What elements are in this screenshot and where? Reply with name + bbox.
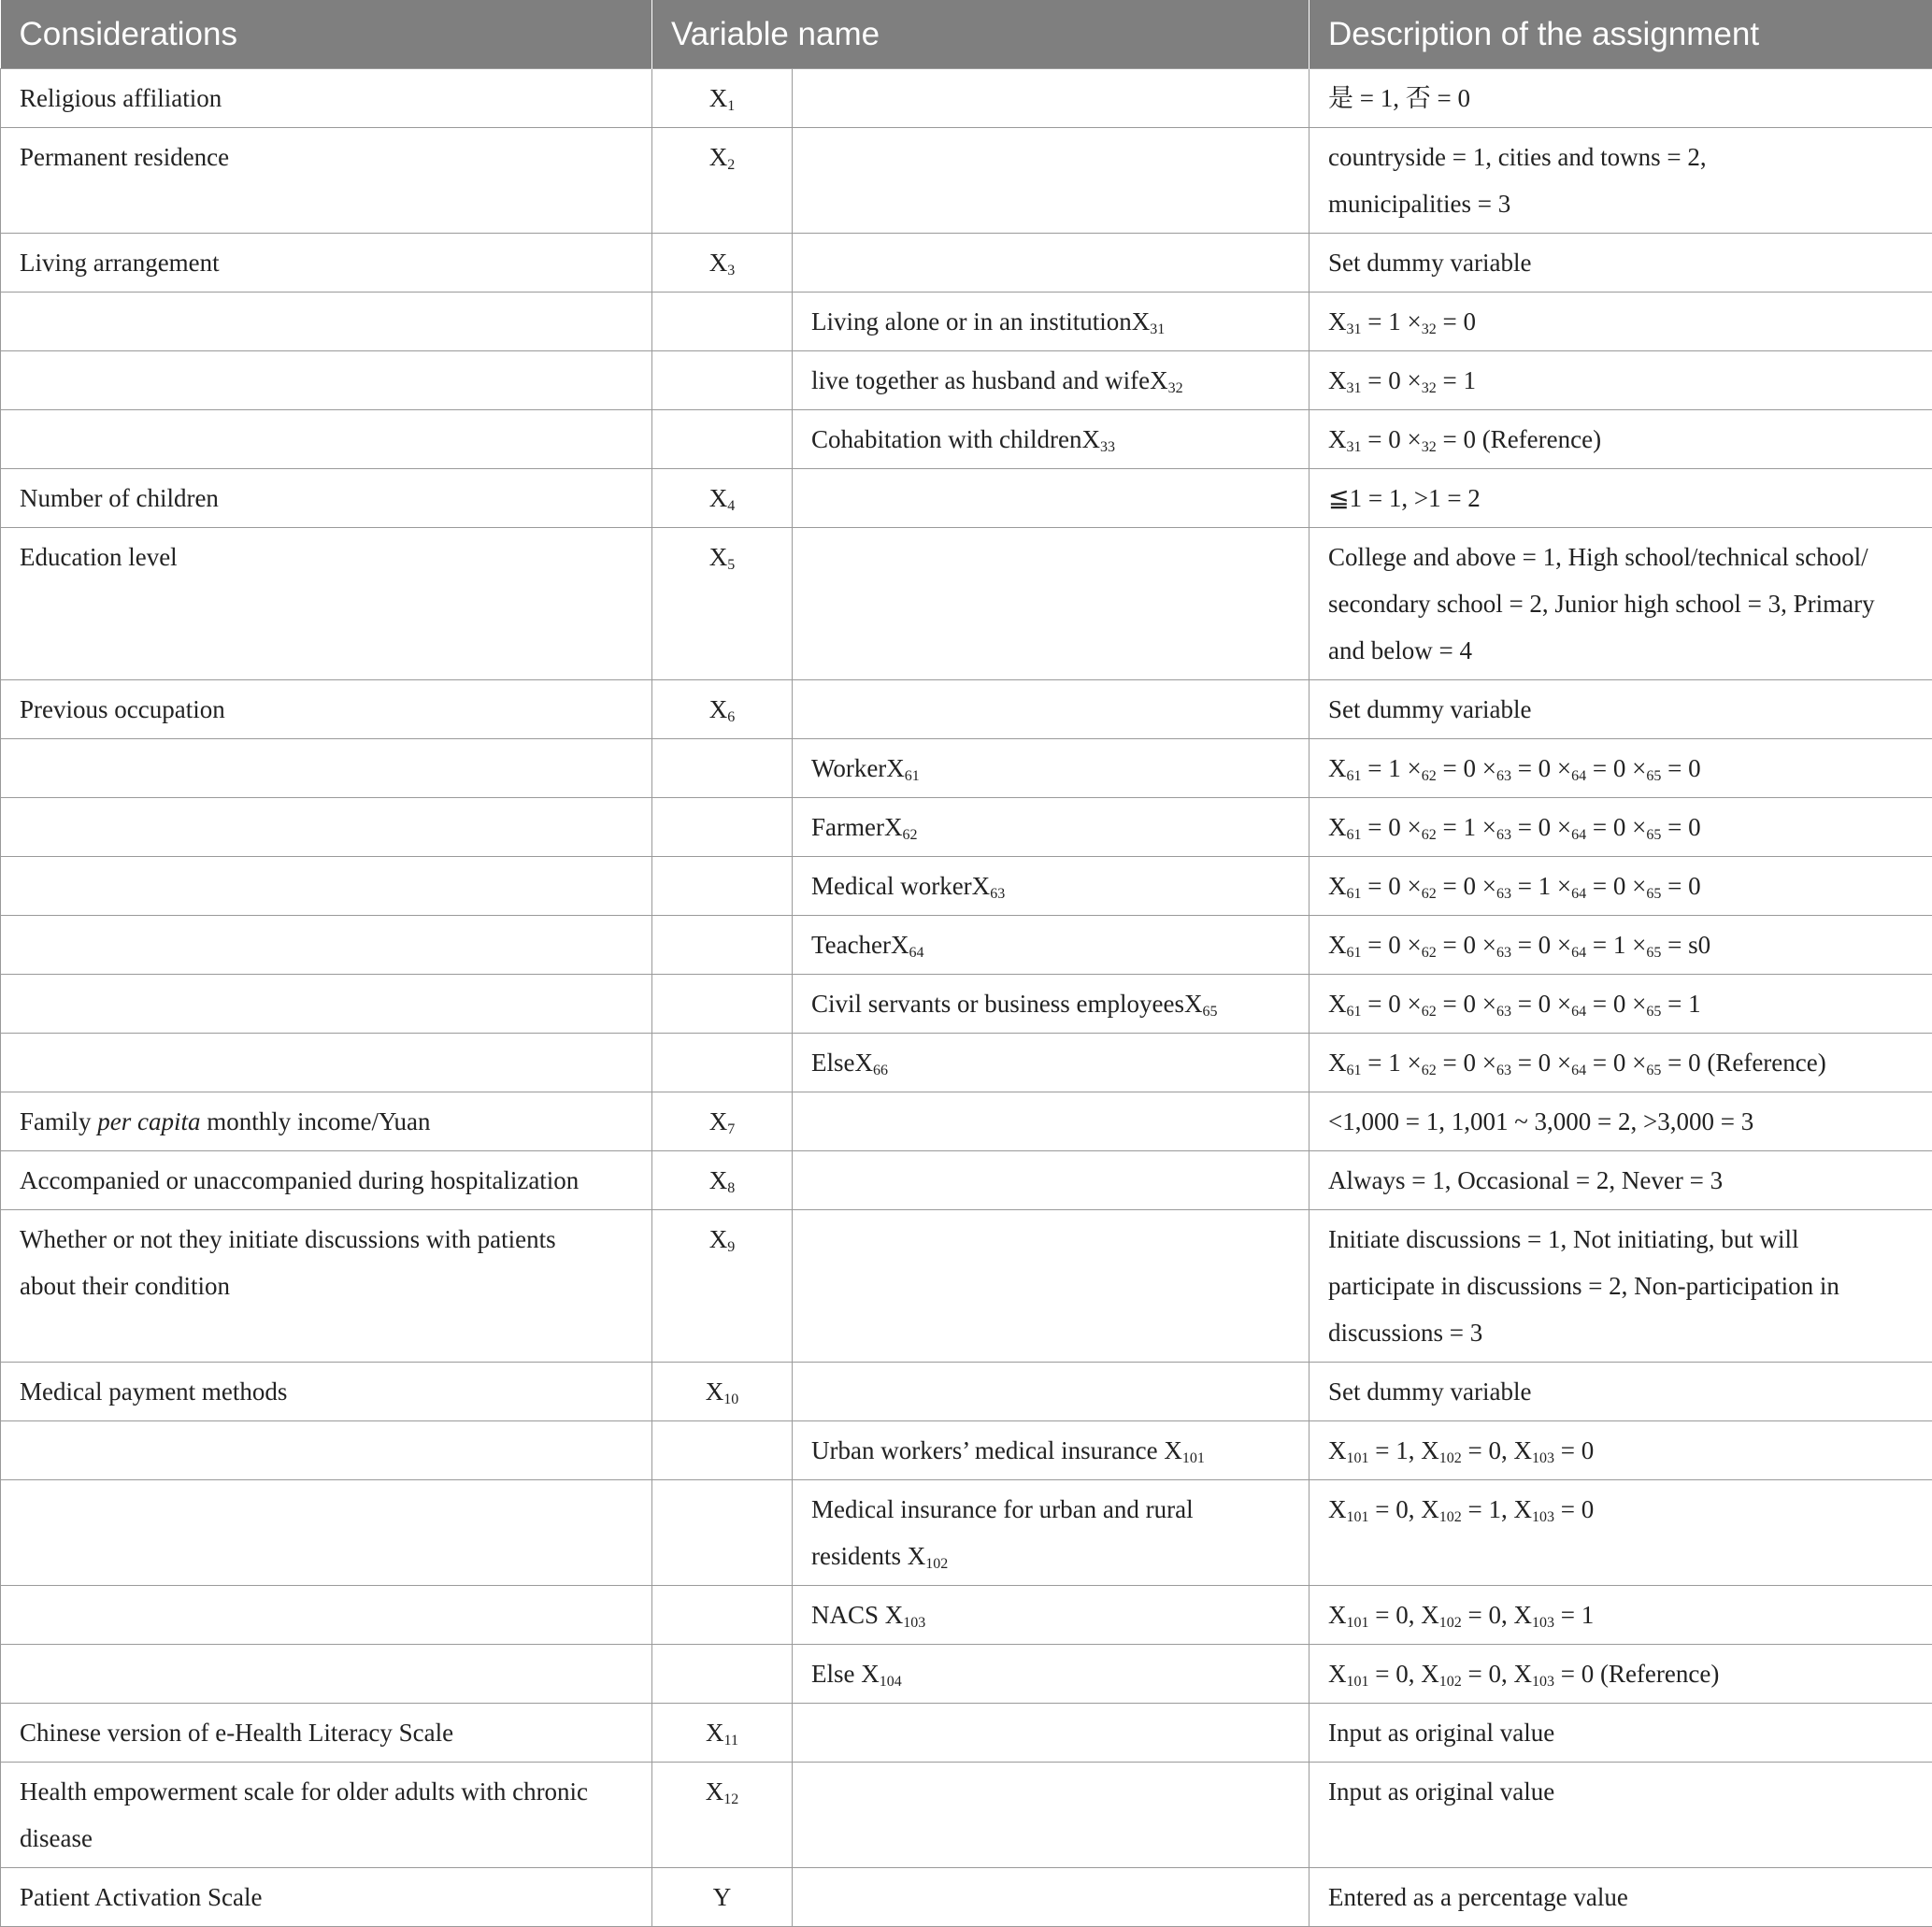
cell-sub-variable	[793, 1868, 1309, 1927]
cell-description: $X_{31} = 0 \times_{32} = 1$	[1309, 351, 1932, 410]
cell-sub-variable: FarmerX$_{62}$	[793, 798, 1309, 857]
cell-description: Input as original value	[1309, 1763, 1932, 1868]
cell-variable: $X_8$	[652, 1151, 793, 1210]
cell-consideration: Religious affiliation	[1, 69, 652, 128]
cell-description: $X_{101} = 0$, $X_{102} = 1$, $X_{103} = 0$	[1309, 1480, 1932, 1586]
table-row	[1, 916, 1932, 975]
cell-consideration	[1, 351, 652, 410]
cell-description: $X_{31} = 0 \times_{32} = 0$ (Reference)	[1309, 410, 1932, 469]
cell-sub-variable: Civil servants or business employeesX$_{65}$	[793, 975, 1309, 1034]
cell-variable	[652, 916, 793, 975]
cell-consideration	[1, 975, 652, 1034]
table-row	[1, 975, 1932, 1034]
cell-description: countryside = 1, cities and towns = 2, municipalities = 3	[1309, 128, 1932, 234]
table-row	[1, 128, 1932, 234]
cell-variable: $X_6$	[652, 680, 793, 739]
cell-sub-variable	[793, 128, 1309, 234]
table-row	[1, 857, 1932, 916]
cell-description: <1,000 = 1, 1,001 ~ 3,000 = 2, >3,000 = 3	[1309, 1092, 1932, 1151]
table-row	[1, 1151, 1932, 1210]
table-row	[1, 798, 1932, 857]
cell-consideration	[1, 739, 652, 798]
table-row	[1, 1092, 1932, 1151]
cell-variable	[652, 1645, 793, 1704]
cell-variable	[652, 975, 793, 1034]
cell-sub-variable: Living alone or in an institutionX$_{31}$	[793, 293, 1309, 351]
cell-description: $X_{101} = 0$, $X_{102} = 0$, $X_{103} = 1$	[1309, 1586, 1932, 1645]
cell-consideration: Whether or not they initiate discussions with patients about their condition	[1, 1210, 652, 1363]
header-variable-name: Variable name	[652, 0, 1309, 69]
cell-sub-variable: Else $X_{104}$	[793, 1645, 1309, 1704]
cell-sub-variable: Medical insurance for urban and rural residents $X_{102}$	[793, 1480, 1309, 1586]
table-row	[1, 528, 1932, 680]
cell-consideration: Number of children	[1, 469, 652, 528]
table-row	[1, 351, 1932, 410]
table-row	[1, 1763, 1932, 1868]
cell-consideration: Health empowerment scale for older adults with chronic disease	[1, 1763, 652, 1868]
cell-consideration: Chinese version of e-Health Literacy Scale	[1, 1704, 652, 1763]
cell-sub-variable	[793, 1704, 1309, 1763]
cell-variable: $X_{10}$	[652, 1363, 793, 1421]
cell-variable: $X_3$	[652, 234, 793, 293]
cell-consideration: Medical payment methods	[1, 1363, 652, 1421]
cell-variable	[652, 351, 793, 410]
cell-description: $X_{61} = 0 \times_{62} = 1 \times_{63} = 0 \times_{64} = 0 \times_{65} = 0$	[1309, 798, 1932, 857]
cell-variable	[652, 739, 793, 798]
cell-consideration: Living arrangement	[1, 234, 652, 293]
cell-consideration: Accompanied or unaccompanied during hospitalization	[1, 1151, 652, 1210]
cell-consideration	[1, 293, 652, 351]
cell-sub-variable	[793, 1092, 1309, 1151]
cell-description: ≦1 = 1, >1 = 2	[1309, 469, 1932, 528]
cell-consideration	[1, 410, 652, 469]
table-row	[1, 1034, 1932, 1092]
table-body	[1, 69, 1932, 1927]
cell-sub-variable	[793, 1363, 1309, 1421]
cell-sub-variable	[793, 469, 1309, 528]
cell-variable	[652, 798, 793, 857]
cell-sub-variable	[793, 528, 1309, 680]
cell-variable	[652, 1480, 793, 1586]
cell-sub-variable	[793, 680, 1309, 739]
cell-description: $X_{61} = 0 \times_{62} = 0 \times_{63} = 0 \times_{64} = 1 \times_{65} = s0$	[1309, 916, 1932, 975]
cell-description: College and above = 1, High school/technical school/ secondary school = 2, Junior high school = 3, Primary and below = 4	[1309, 528, 1932, 680]
cell-description: $X_{61} = 0 \times_{62} = 0 \times_{63} = 1 \times_{64} = 0 \times_{65} = 0$	[1309, 857, 1932, 916]
table-row	[1, 234, 1932, 293]
cell-sub-variable: live together as husband and wifeX$_{32}$	[793, 351, 1309, 410]
cell-consideration	[1, 916, 652, 975]
cell-sub-variable	[793, 234, 1309, 293]
cell-sub-variable: Medical workerX$_{63}$	[793, 857, 1309, 916]
header-description: Description of the assignment	[1309, 0, 1932, 69]
cell-consideration	[1, 1645, 652, 1704]
cell-description: Entered as a percentage value	[1309, 1868, 1932, 1927]
table-row	[1, 1210, 1932, 1363]
table-row	[1, 69, 1932, 128]
cell-consideration	[1, 1034, 652, 1092]
table-row	[1, 1480, 1932, 1586]
cell-variable	[652, 1421, 793, 1480]
cell-sub-variable: NACS $X_{103}$	[793, 1586, 1309, 1645]
cell-variable: $X_7$	[652, 1092, 793, 1151]
cell-sub-variable: TeacherX$_{64}$	[793, 916, 1309, 975]
table-row	[1, 1868, 1932, 1927]
table-row	[1, 410, 1932, 469]
table-row	[1, 1586, 1932, 1645]
cell-consideration: Family per capita monthly income/Yuan	[1, 1092, 652, 1151]
cell-description: $X_{101} = 0$, $X_{102} = 0$, $X_{103} = 0$ (Reference)	[1309, 1645, 1932, 1704]
cell-consideration: Education level	[1, 528, 652, 680]
table-row	[1, 1363, 1932, 1421]
cell-consideration	[1, 1586, 652, 1645]
cell-sub-variable: Urban workers’ medical insurance $X_{101}$	[793, 1421, 1309, 1480]
cell-consideration	[1, 857, 652, 916]
cell-description: Set dummy variable	[1309, 1363, 1932, 1421]
cell-variable: $X_4$	[652, 469, 793, 528]
cell-variable	[652, 857, 793, 916]
cell-variable: $X_2$	[652, 128, 793, 234]
cell-consideration: Permanent residence	[1, 128, 652, 234]
cell-variable	[652, 1034, 793, 1092]
table-row	[1, 469, 1932, 528]
cell-description: $X_{101} = 1$, $X_{102} = 0$, $X_{103} = 0$	[1309, 1421, 1932, 1480]
table-header-row	[1, 0, 1932, 69]
cell-sub-variable: WorkerX$_{61}$	[793, 739, 1309, 798]
cell-consideration: Patient Activation Scale	[1, 1868, 652, 1927]
table-row	[1, 1421, 1932, 1480]
cell-description: Input as original value	[1309, 1704, 1932, 1763]
cell-sub-variable	[793, 1210, 1309, 1363]
cell-description: Initiate discussions = 1, Not initiating, but will participate in discussions = 2, Non-participation in discussions = 3	[1309, 1210, 1932, 1363]
cell-variable	[652, 410, 793, 469]
cell-sub-variable: Cohabitation with childrenX$_{33}$	[793, 410, 1309, 469]
table-row	[1, 1645, 1932, 1704]
table-row	[1, 1704, 1932, 1763]
cell-variable: $X_5$	[652, 528, 793, 680]
header-considerations: Considerations	[1, 0, 652, 69]
cell-description: 是 = 1, 否 = 0	[1309, 69, 1932, 128]
cell-sub-variable	[793, 1763, 1309, 1868]
cell-consideration	[1, 798, 652, 857]
cell-consideration: Previous occupation	[1, 680, 652, 739]
cell-variable	[652, 293, 793, 351]
cell-variable: $X_{12}$	[652, 1763, 793, 1868]
table-row	[1, 293, 1932, 351]
table-row	[1, 739, 1932, 798]
cell-description: Set dummy variable	[1309, 234, 1932, 293]
cell-description: Set dummy variable	[1309, 680, 1932, 739]
cell-variable: $X_1$	[652, 69, 793, 128]
cell-variable: $X_{11}$	[652, 1704, 793, 1763]
cell-description: $X_{61} = 1 \times_{62} = 0 \times_{63} = 0 \times_{64} = 0 \times_{65} = 0$	[1309, 739, 1932, 798]
cell-description: $X_{31} = 1 \times_{32} = 0$	[1309, 293, 1932, 351]
cell-consideration	[1, 1480, 652, 1586]
cell-variable: $X_9$	[652, 1210, 793, 1363]
cell-description: Always = 1, Occasional = 2, Never = 3	[1309, 1151, 1932, 1210]
cell-variable	[652, 1586, 793, 1645]
cell-sub-variable: ElseX$_{66}$	[793, 1034, 1309, 1092]
table-row	[1, 680, 1932, 739]
cell-consideration	[1, 1421, 652, 1480]
cell-description: $X_{61} = 0 \times_{62} = 0 \times_{63} = 0 \times_{64} = 0 \times_{65} = 1$	[1309, 975, 1932, 1034]
cell-description: $X_{61} = 1 \times_{62} = 0 \times_{63} = 0 \times_{64} = 0 \times_{65} = 0$ (Reference)	[1309, 1034, 1932, 1092]
cell-sub-variable	[793, 1151, 1309, 1210]
cell-sub-variable	[793, 69, 1309, 128]
cell-variable: Y	[652, 1868, 793, 1927]
